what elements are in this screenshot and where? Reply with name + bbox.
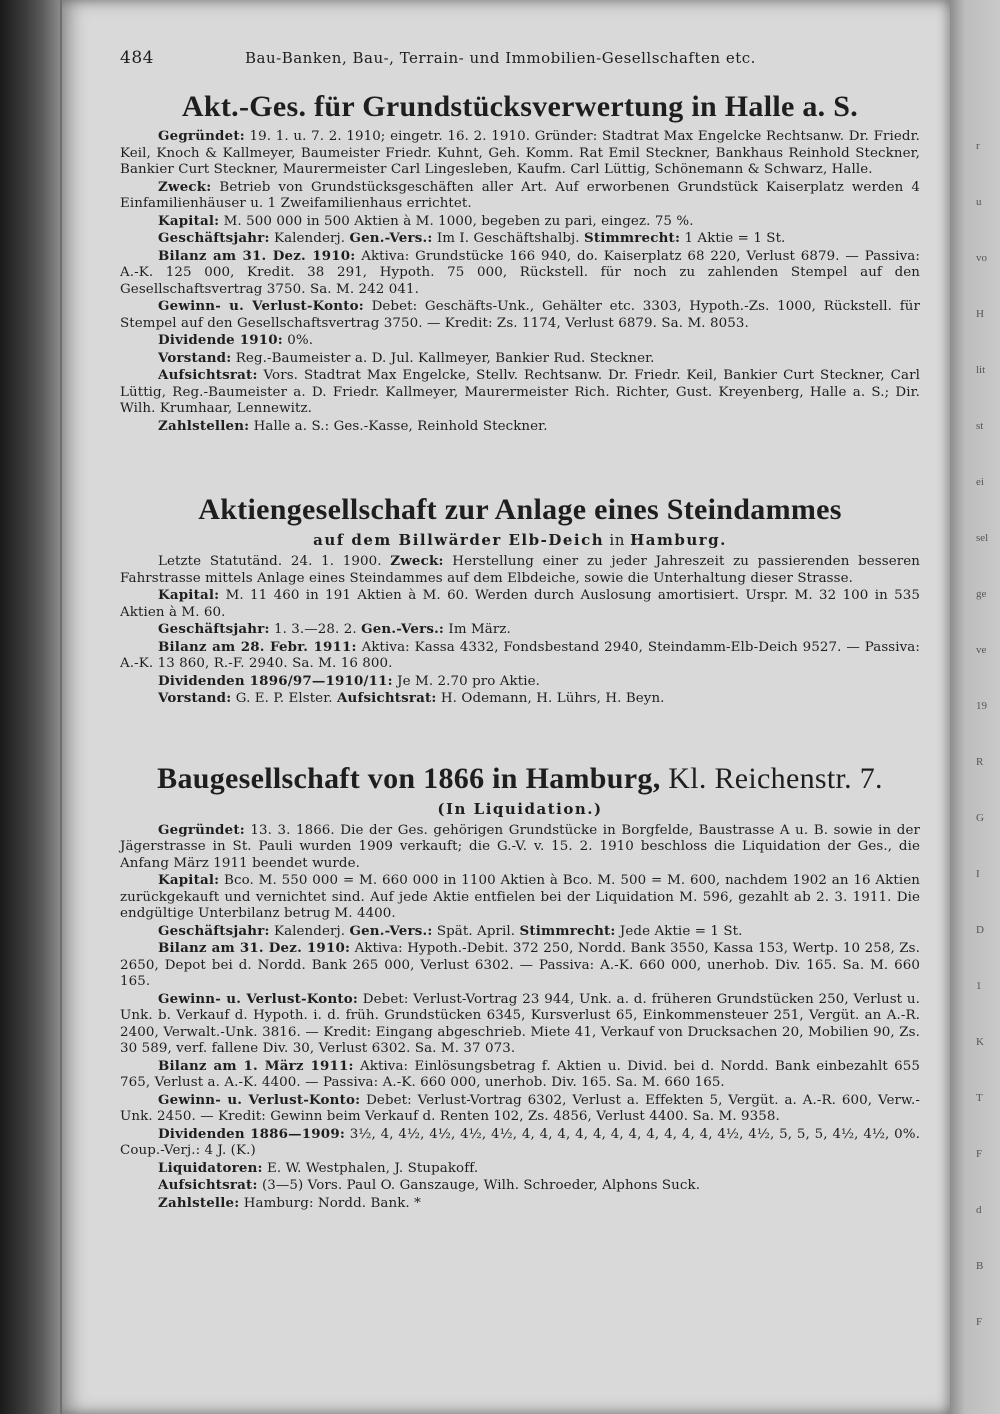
- field-label: Bilanz am 28. Febr. 1911:: [158, 638, 357, 655]
- field-label: Bilanz am 1. März 1911:: [158, 1057, 354, 1074]
- adjacent-page-fragment: d: [976, 1204, 982, 1216]
- field-label: Vorstand:: [158, 690, 232, 706]
- page-content: [120, 48, 920, 1252]
- running-header: [120, 48, 920, 68]
- entry-paragraph: [120, 872, 920, 923]
- field-label: Geschäftsjahr:: [158, 621, 270, 637]
- field-text: Aktiva: Einlösungsbetrag f. Aktien u. Divid. bei d. Nordd. Bank einbezahlt 655 765, Verlust a. A.-K. 4400. — Passiva: A.-K. 660 000, unerhob. Div. 165. Sa. M. 660 165.: [120, 1058, 920, 1090]
- entry-paragraph: [120, 553, 920, 587]
- entry-halle: [120, 90, 920, 435]
- field-text: Betrieb von Grundstücksgeschäften aller Art. Auf erworbenen Grundstück Kaiserplatz werden 4 Einfamilienhäuser u. 1 Zweifamilienhaus errichtet.: [120, 179, 920, 211]
- adjacent-page-fragment: F: [976, 1316, 983, 1328]
- field-text: Im I. Geschäftshalbj.: [432, 231, 585, 246]
- field-text: (3—5) Vors. Paul O. Ganszauge, Wilh. Schroeder, Alphons Suck.: [257, 1178, 701, 1193]
- adjacent-page-fragment: st: [976, 420, 984, 432]
- entry-paragraph: [120, 1177, 920, 1195]
- field-text: 13. 3. 1866. Die der Ges. gehörigen Grundstücke in Borgfelde, Baustrasse A u. B. sowie in der Jägerstrasse in St. Pauli wurden 1909 verkauft; die G.-V. v. 15. 2. 1910 beschloss die Liquidation der Ges., die Anfang März 1911 beendet wurde.: [120, 822, 920, 871]
- field-label: Geschäftsjahr:: [158, 230, 270, 246]
- entry-subtitle: (In Liquidation.): [437, 799, 603, 818]
- field-label: Zahlstellen:: [158, 417, 250, 434]
- entry-body: [120, 553, 920, 708]
- field-text: Halle a. S.: Ges.-Kasse, Reinhold Steckner.: [249, 418, 548, 434]
- field-text: Debet: Verlust-Vortrag 23 944, Unk. a. d. früheren Grundstücken 250, Verlust u. Unk. b. Verkauf d. Hypoth. i. d. früh. Grundstücken 6345, Kursverlust 65, Einkommensteuer 251, Vergüt. an A.-R. 2400, Verwalt.-Unk. 3816. — Kredit: Eingang abgeschrieb. Miete 41, Verkauf von Drucksachen 20, Mobilien 90, Zs. 30 589, verf. fallene Div. 30, Verlust 6302. Sa. M. 37 073.: [120, 991, 920, 1056]
- adjacent-page-fragment: ei: [976, 476, 984, 488]
- entry-body: [120, 822, 920, 1213]
- entry-title-main: Baugesellschaft von 1866 in Hamburg,: [157, 761, 661, 795]
- field-label: Vorstand:: [158, 349, 232, 366]
- field-text: Vors. Stadtrat Max Engelcke, Stellv. Rechtsanw. Dr. Friedr. Keil, Bankier Curt Steckner, Carl Lüttig, Reg.-Baumeister a. D. Friedr. Kallmeyer, Maurermeister Rich. Richter, Gust. Kreyenberg, Halle a. S.; Dir. Wilh. Krumhaar, Lennewitz.: [120, 368, 920, 416]
- adjacent-page-edge: [950, 0, 1000, 1414]
- book-binding-shadow: [0, 0, 60, 1414]
- field-text: 3½, 4, 4½, 4½, 4½, 4½, 4, 4, 4, 4, 4, 4, 4, 4, 4, 4, 4, 4½, 4½, 5, 5, 5, 4½, 4½, 0%. Coup.-Verj.: 4 J. (K.): [120, 1126, 920, 1158]
- adjacent-page-fragment: R: [976, 756, 984, 768]
- field-text: M. 11 460 in 191 Aktien à M. 60. Werden durch Auslosung amortisiert. Urspr. M. 32 100 in 535 Aktien à M. 60.: [120, 588, 920, 620]
- entry-paragraph: [120, 230, 920, 248]
- field-text: G. E. P. Elster.: [231, 691, 337, 706]
- field-label: Dividende 1910:: [158, 332, 283, 348]
- adjacent-page-fragment: T: [976, 1092, 983, 1104]
- subtitle-connector: in: [604, 531, 631, 549]
- field-label: Gewinn- u. Verlust-Konto:: [158, 1091, 361, 1108]
- field-label: Bilanz am 31. Dez. 1910:: [158, 940, 351, 956]
- field-label: Stimmrecht:: [584, 230, 681, 246]
- adjacent-page-fragment: sel: [976, 532, 989, 544]
- entry-title: [120, 762, 920, 796]
- field-label: Geschäftsjahr:: [158, 922, 270, 939]
- entry-paragraph: [120, 587, 920, 621]
- subtitle-city: Hamburg.: [630, 531, 727, 549]
- entry-paragraph: [120, 179, 920, 213]
- adjacent-page-fragment: H: [976, 308, 984, 320]
- adjacent-page-fragment: B: [976, 1260, 984, 1272]
- field-text: 1. 3.—28. 2.: [269, 622, 362, 637]
- entry-paragraph: [120, 350, 920, 368]
- field-text: Bco. M. 550 000 = M. 660 000 in 1100 Aktien à Bco. M. 500 = M. 600, nachdem 1902 an 16 Aktien zurückgekauft und vernichtet sind. Auf jede Aktie entfielen bei der Liquidation M. 596, gezahlt ab 2. 3. 1911. Die endgültige Unterbilanz betrug M. 4400.: [120, 873, 920, 921]
- entry-paragraph: [120, 1058, 920, 1092]
- entry-paragraph: [120, 1092, 920, 1126]
- entry-body: [120, 128, 920, 435]
- field-label: Stimmrecht:: [519, 922, 616, 939]
- entry-paragraph: [120, 822, 920, 873]
- field-label: Zweck:: [158, 178, 212, 195]
- field-text: Je M. 2.70 pro Aktie.: [392, 673, 541, 689]
- entry-paragraph: [120, 940, 920, 991]
- field-label: Kapital:: [158, 587, 220, 603]
- field-text: H. Odemann, H. Lührs, H. Beyn.: [436, 691, 665, 706]
- field-text: Kalenderj.: [269, 923, 350, 939]
- running-title: Bau-Banken, Bau-, Terrain- und Immobilien-Gesellschaften etc.: [245, 49, 756, 67]
- field-text: Letzte Statutänd. 24. 1. 1900.: [158, 554, 391, 569]
- adjacent-page-fragment: ge: [976, 588, 987, 600]
- entry-paragraph: [120, 639, 920, 673]
- entry-paragraph: [120, 367, 920, 418]
- entry-steindamm: [120, 493, 920, 708]
- entry-baugesellschaft: [120, 762, 920, 1213]
- entry-paragraph: [120, 418, 920, 436]
- field-text: Kalenderj.: [269, 231, 350, 246]
- field-label: Gegründet:: [158, 821, 245, 838]
- adjacent-page-fragment: 19: [976, 700, 987, 712]
- field-text: Spät. April.: [432, 923, 520, 939]
- entry-paragraph: [120, 1195, 920, 1213]
- adjacent-page-fragment: G: [976, 812, 984, 824]
- field-label: Gewinn- u. Verlust-Konto:: [158, 990, 359, 1007]
- field-label: Liquidatoren:: [158, 1159, 263, 1176]
- field-text: Debet: Geschäfts-Unk., Gehälter etc. 3303, Hypoth.-Zs. 1000, Rückstell. für Stempel auf den Gesellschaftsvertrag 3750. — Kredit: Zs. 1174, Verlust 6879. Sa. M. 8053.: [120, 299, 920, 331]
- entry-subtitle: [120, 531, 920, 549]
- field-text: Im März.: [444, 622, 511, 637]
- entry-paragraph: [120, 621, 920, 639]
- field-label: Aufsichtsrat:: [158, 1177, 258, 1193]
- field-label: Zahlstelle:: [158, 1194, 240, 1211]
- field-label: Gen.-Vers.:: [349, 922, 433, 939]
- field-label: Gen.-Vers.:: [349, 230, 433, 246]
- entry-title: Aktiengesellschaft zur Anlage eines Steindammes: [198, 493, 842, 526]
- adjacent-page-fragment: r: [976, 140, 980, 152]
- field-label: Kapital:: [158, 872, 220, 888]
- field-label: Kapital:: [158, 212, 220, 229]
- field-label: Dividenden 1896/97—1910/11:: [158, 672, 393, 689]
- field-label: Gen.-Vers.:: [361, 621, 445, 637]
- field-text: 1 Aktie = 1 St.: [680, 231, 786, 246]
- field-label: Aufsichtsrat:: [158, 367, 258, 383]
- entry-paragraph: [120, 128, 920, 179]
- adjacent-page-fragment: F: [976, 1148, 983, 1160]
- field-text: Reg.-Baumeister a. D. Jul. Kallmeyer, Bankier Rud. Steckner.: [231, 350, 655, 366]
- entry-paragraph: [120, 332, 920, 350]
- field-label: Zweck:: [390, 553, 444, 569]
- entry-paragraph: [120, 213, 920, 231]
- field-label: Bilanz am 31. Dez. 1910:: [158, 247, 356, 264]
- adjacent-page-fragment: 1: [976, 980, 982, 992]
- page-number: 484: [120, 48, 154, 68]
- field-text: Debet: Verlust-Vortrag 6302, Verlust a. Effekten 5, Vergüt. a. A.-R. 600, Verw.-Unk. 2450. — Kredit: Gewinn beim Verkauf d. Renten 102, Zs. 4856, Verlust 4400. Sa. M. 9358.: [120, 1092, 920, 1124]
- entry-paragraph: [120, 1160, 920, 1178]
- field-text: E. W. Westphalen, J. Stupakoff.: [262, 1160, 479, 1176]
- adjacent-page-fragment: lit: [976, 364, 986, 376]
- entry-paragraph: [120, 923, 920, 941]
- adjacent-page-fragment: u: [976, 196, 982, 208]
- entry-title: Akt.-Ges. für Grundstücksverwertung in Halle a. S.: [181, 90, 859, 123]
- field-text: Hamburg: Nordd. Bank. *: [239, 1195, 421, 1211]
- entry-paragraph: [120, 991, 920, 1058]
- field-label: Dividenden 1886—1909:: [158, 1125, 345, 1142]
- field-text: Aktiva: Grundstücke 166 940, do. Kaiserplatz 68 220, Verlust 6879. — Passiva: A.-K. 125 000, Kredit. 38 291, Hypoth. 75 000, Rückstell. für noch zu zahlenden Stempel auf den Gesellschaftsvertrag 3750. Sa. M. 242 041.: [120, 248, 920, 297]
- field-text: Jede Aktie = 1 St.: [615, 923, 743, 939]
- entry-title-address: Kl. Reichenstr. 7.: [660, 761, 883, 795]
- entry-paragraph: [120, 1126, 920, 1160]
- field-text: Aktiva: Kassa 4332, Fondsbestand 2940, Steindamm-Elb-Deich 9527. — Passiva: A.-K. 13 860, R.-F. 2940. Sa. M. 16 800.: [120, 639, 921, 671]
- entry-paragraph: [120, 248, 920, 299]
- field-text: 19. 1. u. 7. 2. 1910; eingetr. 16. 2. 1910. Gründer: Stadtrat Max Engelcke Rechtsanw. Dr. Friedr. Keil, Knoch & Kallmeyer, Baumeister Friedr. Kuhnt, Geh. Komm. Rat Emil Steckner, Bankhaus Reinhold Steckner, Bankier Curt Steckner, Maurermeister Carl Lingesleben, Kaufm. Carl Lüttig, Schönemann & Schwarz, Halle.: [120, 129, 920, 177]
- adjacent-page-fragment: I: [976, 868, 980, 880]
- field-label: Aufsichtsrat:: [336, 690, 437, 706]
- entry-paragraph: [120, 673, 920, 691]
- adjacent-page-fragment: ve: [976, 644, 987, 656]
- adjacent-page-fragment: D: [976, 924, 984, 936]
- field-text: Aktiva: Hypoth.-Debit. 372 250, Nordd. Bank 3550, Kassa 153, Wertp. 10 258, Zs. 2650, Depot bei d. Nordd. Bank 265 000, Verlust 6302. — Passiva: A.-K. 660 000, unerhob. Div. 165. Sa. M. 660 165.: [120, 941, 920, 989]
- entry-paragraph: [120, 298, 920, 332]
- adjacent-page-fragment: K: [976, 1036, 984, 1048]
- field-label: Gegründet:: [158, 128, 245, 144]
- subtitle-location: auf dem Billwärder Elb-Deich: [313, 531, 605, 549]
- field-text: 0%.: [282, 333, 314, 348]
- adjacent-page-fragment: vo: [976, 252, 987, 264]
- field-text: M. 500 000 in 500 Aktien à M. 1000, begeben zu pari, eingez. 75 %.: [219, 213, 694, 229]
- field-label: Gewinn- u. Verlust-Konto:: [158, 298, 364, 314]
- entry-paragraph: [120, 690, 920, 708]
- field-text: Herstellung einer zu jeder Jahreszeit zu passierenden besseren Fahrstrasse mittels Anlage eines Steindammes auf dem Elbdeiche, sowie die Unterhaltung dieser Strasse.: [120, 554, 920, 586]
